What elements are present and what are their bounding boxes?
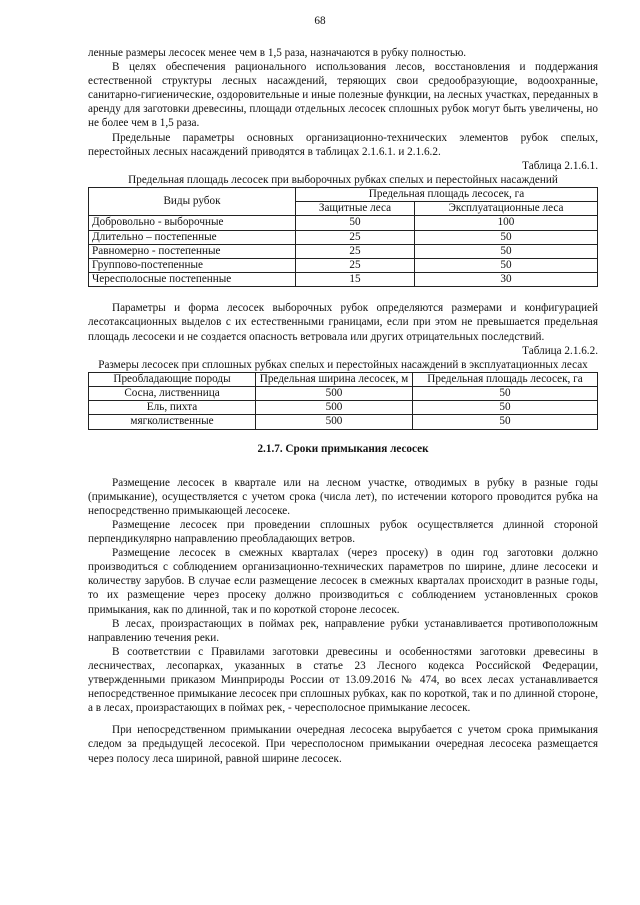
table-cell: Сосна, лиственница [89, 387, 256, 401]
paragraph: ленные размеры лесосек менее чем в 1,5 раза, назначаются в рубку полностью. [88, 47, 467, 59]
table-cell: Ель, пихта [89, 401, 256, 415]
table-row [89, 216, 598, 230]
table-row [89, 258, 598, 272]
table-row [89, 244, 598, 258]
table-row [89, 401, 598, 415]
table-cell: Длительно – постепенные [89, 230, 296, 244]
table-cell: 30 [414, 273, 597, 287]
paragraph: В лесах, произрастающих в поймах рек, направление рубки устанавливается противоположным направлению течения реки. [88, 617, 598, 644]
column-header: Предельная площадь лесосек, га [413, 372, 598, 386]
table-cell: 100 [414, 216, 597, 230]
table-header-row [89, 372, 598, 386]
paragraph: Предельные параметры основных организационно-технических элементов рубок спелых, перестойных лесных насаждений приводятся в таблицах 2.1.6.1. и 2.1.6.2. [88, 131, 598, 158]
table-row [89, 230, 598, 244]
section-heading: 2.1.7. Сроки примыкания лесосек [257, 442, 429, 455]
table-cell: 50 [414, 258, 597, 272]
paragraph: В целях обеспечения рационального использования лесов, восстановления и поддержания естественной структуры лесных насаждений, теряющих свои средообразующие, водоохранные, санитарно-гигиенические, оздоровительные и иные полезные функции, на лесных участках, переданных в аренду для заготовки древесины, площади отдельных лесосек сплошных рубок могут быть увеличены, но не более чем в 1,5 раза. [88, 61, 598, 130]
page-number: 68 [314, 15, 326, 27]
table-row [89, 273, 598, 287]
table-cell: 500 [256, 387, 413, 401]
table-header-row [89, 187, 598, 201]
table-cell: 15 [296, 273, 415, 287]
table-title: Предельная площадь лесосек при выборочных рубках спелых и перестойных насаждений [128, 173, 558, 186]
table-cell: 25 [296, 244, 415, 258]
column-header: Эксплуатационные леса [414, 202, 597, 216]
table-label: Таблица 2.1.6.1. [522, 159, 598, 172]
table-title: Размеры лесосек при сплошных рубках спелых и перестойных насаждений в эксплуатационных лесах [98, 358, 588, 371]
table-cell: 500 [256, 415, 413, 429]
table-clearcut-size [88, 372, 598, 430]
table-cell: 50 [413, 401, 598, 415]
table-row [89, 387, 598, 401]
column-header: Защитные леса [296, 202, 415, 216]
column-header: Преобладающие породы [89, 372, 256, 386]
table-cell: 50 [414, 230, 597, 244]
table-cutting-area [88, 187, 598, 287]
paragraph: Размещение лесосек в квартале или на лесном участке, отводимых в рубку в разные годы (примыкание), осуществляется с учетом срока (числа лет), по истечении которого проводится рубка на непосредственно примыкающей лесосеке. [88, 476, 598, 517]
column-header: Предельная ширина лесосек, м [256, 372, 413, 386]
paragraph: При непосредственном примыкании очередная лесосека вырубается с учетом срока примыкания следом за предыдущей лесосекой. При чересполосном примыкании очередная лесосека размещается через полосу леса шириной, равной ширине лесосек. [88, 724, 598, 765]
paragraph: Размещение лесосек при проведении сплошных рубок осуществляется длинной стороной перпендикулярно направлению преобладающих ветров. [88, 519, 598, 546]
column-header-group: Предельная площадь лесосек, га [296, 187, 598, 201]
table-row [89, 415, 598, 429]
paragraph: Размещение лесосек в смежных кварталах (через просеку) в один год заготовки должно производиться с соблюдением организационно-технических параметров по ширине, длине лесосеки и количеству зарубов. В случае если размещение лесосек в смежных кварталах происходит в разные годы, то их размещение через просеку должно производиться с соблюдением установленных сроков примыкания, как по длинной, так и по короткой стороне лесосек. [88, 547, 598, 616]
table-cell: 50 [414, 244, 597, 258]
table-cell: 500 [256, 401, 413, 415]
paragraph: Параметры и форма лесосек выборочных рубок определяются размерами и конфигурацией лесотаксационных выделов с их естественными границами, если при этом не превышается предельная площадь лесосеки и не создается опасность ветровала или других отрицательных последствий. [88, 302, 598, 343]
table-cell: 50 [413, 387, 598, 401]
paragraph: В соответствии с Правилами заготовки древесины и особенностями заготовки древесины в лесничествах, лесопарках, указанных в статье 23 Лесного кодекса Российской Федерации, утвержденными приказом Минприроды России от 13.09.2016 № 474, во всех лесах устанавливается непосредственное примыкание лесосек при сплошных рубках, как по короткой, так и по длинной стороне, а в лесах, произрастающих в поймах рек, - чересполосное примыкание лесосек. [88, 645, 598, 715]
table-cell: Равномерно - постепенные [89, 244, 296, 258]
column-header: Виды рубок [89, 187, 296, 215]
table-cell: 25 [296, 258, 415, 272]
table-cell: 25 [296, 230, 415, 244]
table-cell: 50 [413, 415, 598, 429]
table-cell: Добровольно - выборочные [89, 216, 296, 230]
table-cell: Чересполосные постепенные [89, 273, 296, 287]
table-label: Таблица 2.1.6.2. [522, 344, 598, 357]
table-cell: 50 [296, 216, 415, 230]
table-cell: Группово-постепенные [89, 258, 296, 272]
document-body [88, 46, 598, 766]
table-cell: мягколиственные [89, 415, 256, 429]
